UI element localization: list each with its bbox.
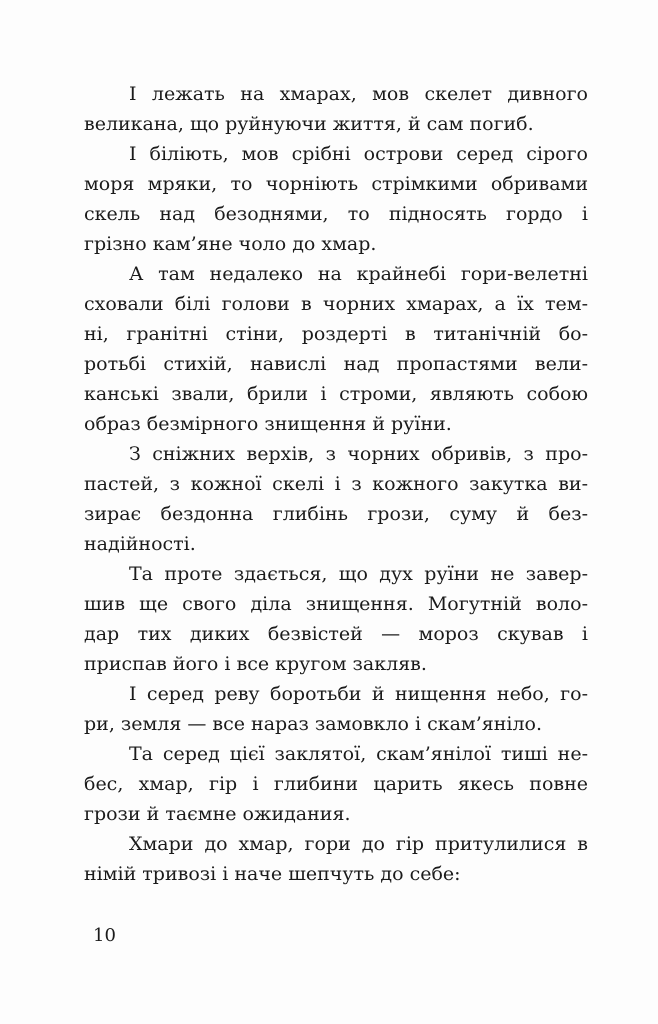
page-text-block bbox=[84, 79, 588, 889]
text-line: ні, гранітні стіни, роздерті в титанічній бо- bbox=[84, 323, 588, 345]
text-line: великана, що руйнуючи життя, й сам погиб. bbox=[84, 113, 534, 135]
text-line: німій тривозі і наче шепчуть до себе: bbox=[84, 863, 461, 885]
text-line: Та серед цієї заклятої, скам’янілої тиші не- bbox=[129, 743, 588, 765]
text-line: шив ще свого діла знищення. Могутній воло- bbox=[84, 593, 588, 615]
text-line: приспав його і все кругом закляв. bbox=[84, 653, 427, 675]
paragraph bbox=[84, 79, 588, 139]
text-line: грізно кам’яне чоло до хмар. bbox=[84, 233, 377, 255]
text-line: І серед реву боротьби й нищення небо, го- bbox=[129, 683, 588, 705]
paragraph bbox=[84, 829, 588, 889]
text-line: надійності. bbox=[84, 533, 196, 555]
text-line: ри, земля — все нараз замовкло і скам’яніло. bbox=[84, 713, 543, 735]
text-line: З сніжних верхів, з чорних обривів, з про- bbox=[129, 443, 588, 465]
paragraph bbox=[84, 439, 588, 559]
page-footer bbox=[93, 924, 116, 948]
paragraph bbox=[84, 739, 588, 829]
text-line: Хмари до хмар, гори до гір притулилися в bbox=[129, 833, 588, 855]
text-line: І біліють, мов срібні острови серед сірого bbox=[129, 143, 588, 165]
text-line: зирає бездонна глибінь грози, суму й без- bbox=[84, 503, 588, 525]
text-line: грози й таємне ожидания. bbox=[84, 803, 351, 825]
text-line: І лежать на хмарах, мов скелет дивного bbox=[129, 83, 588, 105]
text-line: дар тих диких безвістей — мороз скував і bbox=[84, 623, 588, 645]
text-line: Та проте здається, що дух руїни не завер- bbox=[129, 563, 588, 585]
paragraph bbox=[84, 679, 588, 739]
paragraph bbox=[84, 259, 588, 439]
page-number: 10 bbox=[93, 925, 116, 946]
text-line: образ безмірного знищення й руїни. bbox=[84, 413, 452, 435]
text-line: скель над безоднями, то підносять гордо і bbox=[84, 203, 588, 225]
text-line: пастей, з кожної скелі і з кожного закутка ви- bbox=[84, 473, 588, 495]
paragraph bbox=[84, 559, 588, 679]
text-line: канські звали, брили і строми, являють собою bbox=[84, 383, 588, 405]
paragraph bbox=[84, 139, 588, 259]
text-line: бес, хмар, гір і глибини царить якесь повне bbox=[84, 773, 588, 795]
text-line: ротьбі стихій, навислі над пропастями вели- bbox=[84, 353, 588, 375]
text-line: моря мряки, то чорніють стрімкими обривами bbox=[84, 173, 588, 195]
text-line: сховали білі голови в чорних хмарах, а їх тем- bbox=[84, 293, 588, 315]
text-line: А там недалеко на крайнебі гори-велетні bbox=[129, 263, 588, 285]
